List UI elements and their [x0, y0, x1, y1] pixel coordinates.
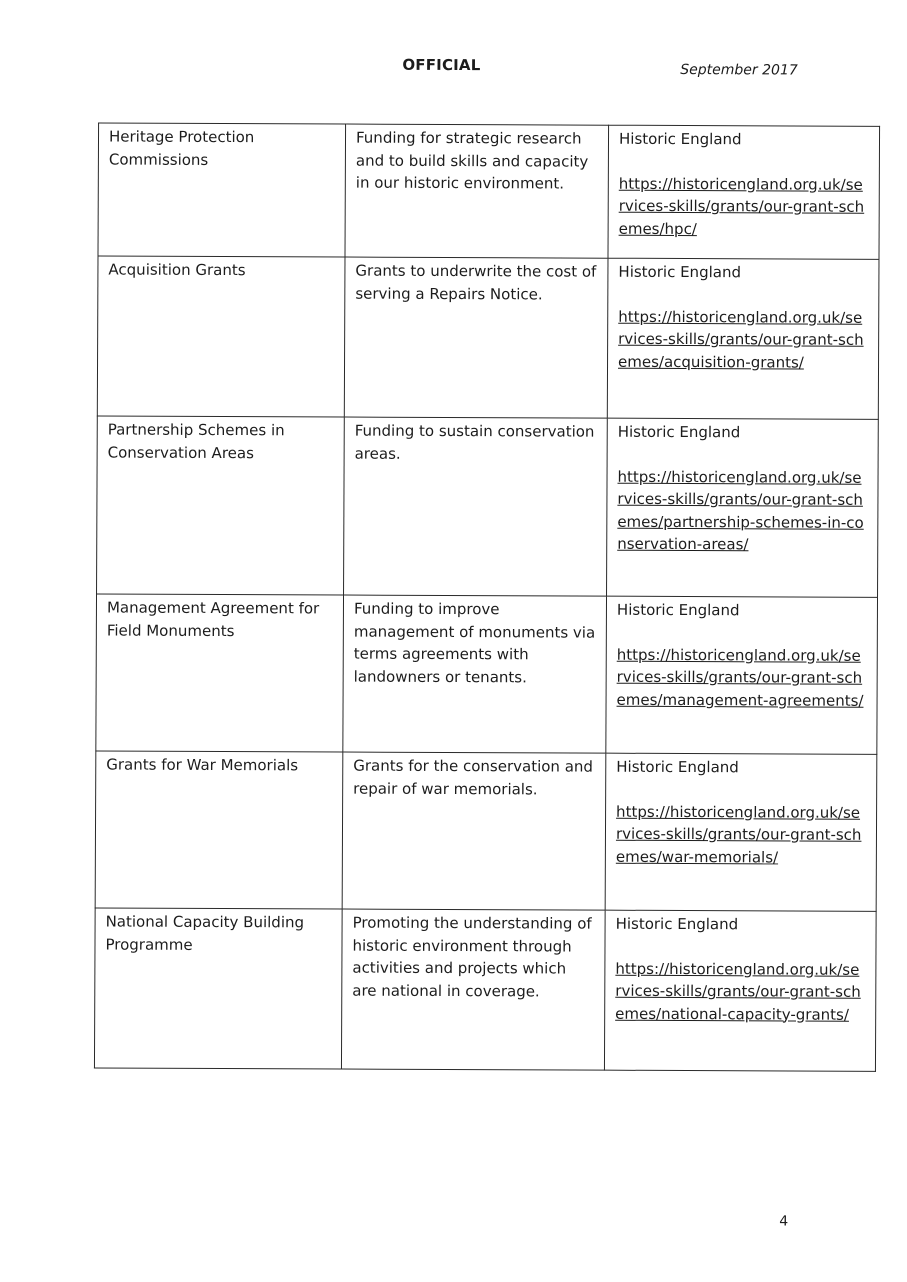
scheme-name-cell: Acquisition Grants	[97, 256, 345, 417]
provider-cell	[606, 596, 878, 754]
provider-cell	[608, 125, 880, 259]
scheme-name-cell: National Capacity Building Programme	[94, 908, 342, 1069]
page-number: 4	[779, 1213, 789, 1230]
table-row	[98, 123, 880, 259]
provider-cell	[607, 258, 879, 419]
grant-link[interactable]: https://historicengland.org.uk/services-skills/grants/our-grant-schemes/war-memorials/	[615, 802, 862, 866]
provider-name: Historic England	[615, 914, 739, 934]
grant-link[interactable]: https://historicengland.org.uk/services-skills/grants/our-grant-schemes/management-agreements/	[616, 645, 864, 710]
provider-cell	[605, 753, 877, 911]
scheme-name-cell: Heritage Protection Commissions	[98, 123, 346, 257]
provider-name: Historic England	[616, 757, 739, 777]
security-classification: OFFICIAL	[402, 55, 481, 75]
description-cell: Funding to sustain conservation areas.	[344, 417, 608, 596]
scheme-name-cell: Grants for War Memorials	[95, 751, 343, 909]
grant-link[interactable]: https://historicengland.org.uk/services-skills/grants/our-grant-schemes/partnership-schemes-in-conservation-areas/	[617, 467, 864, 554]
table-row	[97, 256, 879, 419]
grant-schemes-table	[94, 122, 880, 1071]
description-cell: Funding to improve management of monuments via terms agreements with landowners or tenants.	[343, 595, 607, 753]
grant-link[interactable]: https://historicengland.org.uk/services-skills/grants/our-grant-schemes/acquisition-grants/	[618, 307, 864, 372]
grant-link[interactable]: https://historicengland.org.uk/services-skills/grants/our-grant-schemes/national-capacity-grants/	[615, 959, 861, 1024]
description-cell: Grants for the conservation and repair of war memorials.	[342, 752, 606, 910]
description-cell: Funding for strategic research and to build skills and capacity in our historic environment.	[345, 124, 609, 258]
provider-cell	[604, 910, 876, 1071]
document-date: September 2017	[680, 61, 798, 79]
provider-name: Historic England	[617, 422, 741, 442]
table-row	[94, 908, 876, 1071]
scheme-name-cell: Management Agreement for Field Monuments	[96, 594, 344, 752]
scheme-name-cell: Partnership Schemes in Conservation Areas	[97, 416, 345, 595]
table-row	[97, 416, 879, 597]
table-row	[96, 594, 878, 754]
provider-name: Historic England	[618, 262, 742, 282]
provider-name: Historic England	[618, 129, 742, 149]
grant-link[interactable]: https://historicengland.org.uk/services-skills/grants/our-grant-schemes/hpc/	[618, 174, 865, 238]
description-cell: Grants to underwrite the cost of serving a Repairs Notice.	[344, 257, 608, 418]
description-cell: Promoting the understanding of historic environment through activities and projects which are national in coverage.	[341, 909, 605, 1070]
provider-name: Historic England	[616, 600, 740, 620]
table-row	[95, 751, 877, 911]
provider-cell	[607, 418, 879, 597]
